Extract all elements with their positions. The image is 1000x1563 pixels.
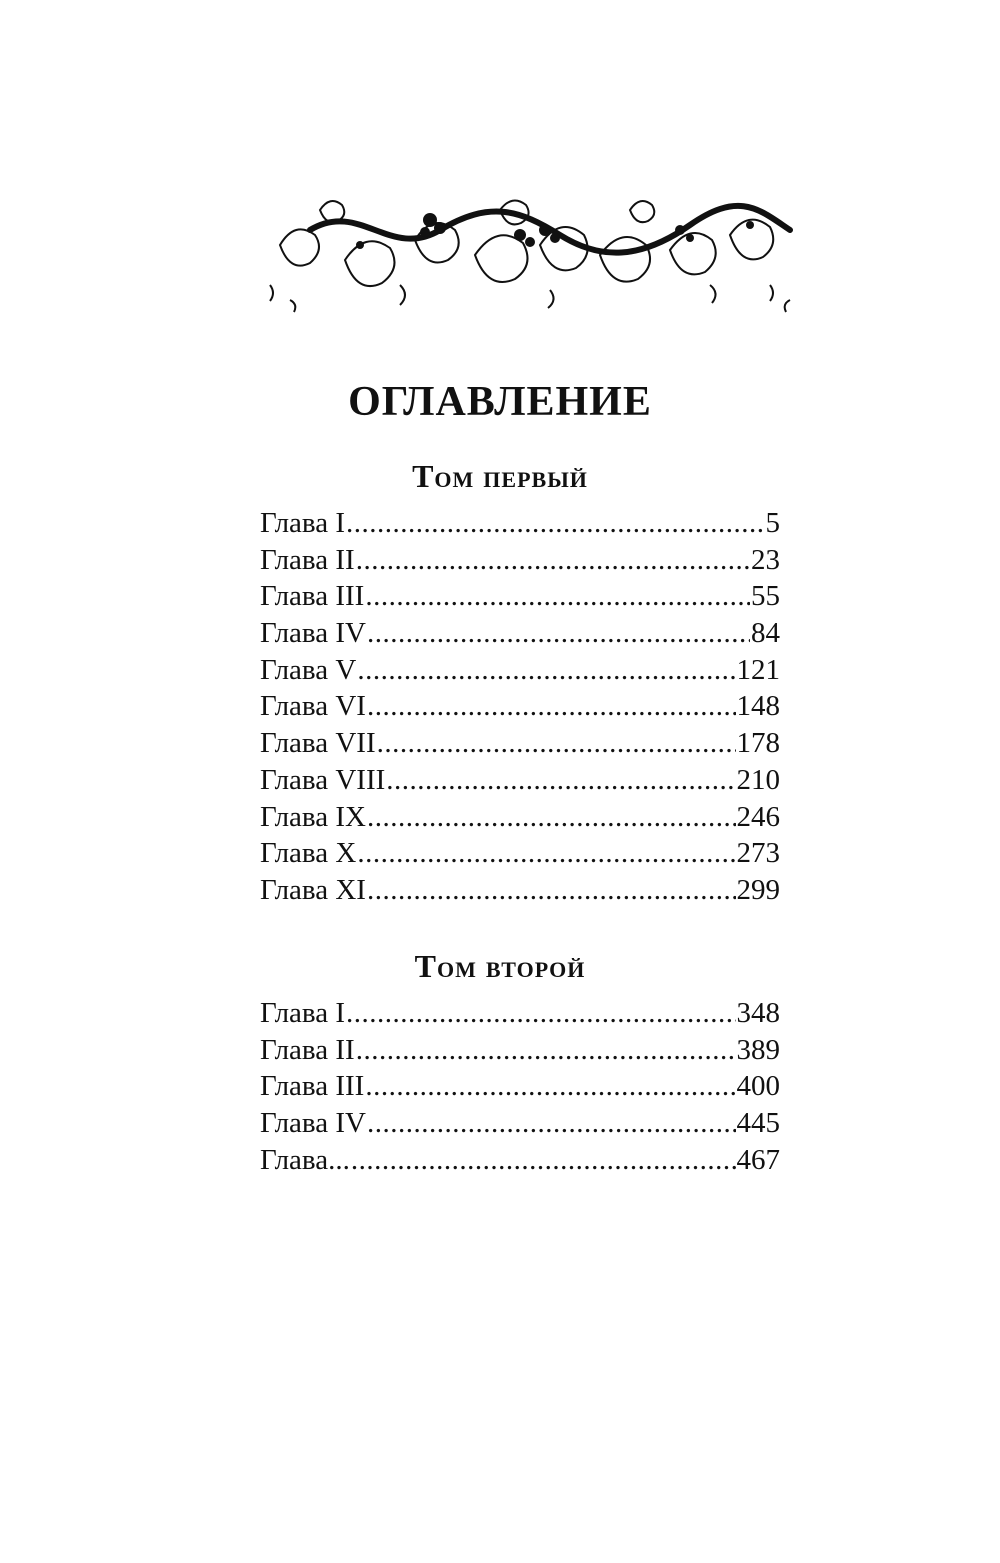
toc-entry xyxy=(260,1105,780,1142)
toc-entry-label: Глава VIII xyxy=(260,763,386,796)
toc-entry xyxy=(260,799,780,836)
toc-leader-dots xyxy=(386,762,735,799)
toc-entry xyxy=(260,578,780,615)
toc-entry xyxy=(260,1032,780,1069)
toc-leader-dots xyxy=(357,835,735,872)
toc-entry-label: Глава X xyxy=(260,837,357,870)
toc-leader-dots xyxy=(367,688,736,725)
toc-leader-dots xyxy=(356,1032,736,1069)
toc-entry xyxy=(260,615,780,652)
toc-entry-page: 467 xyxy=(736,1143,780,1176)
volume-title-1: Том первый xyxy=(412,458,588,494)
toc-entry-label: Глава III xyxy=(260,580,365,613)
toc-entry xyxy=(260,872,780,909)
toc-leader-dots xyxy=(367,1105,736,1142)
toc-leader-dots xyxy=(346,995,735,1032)
toc-entry-label: Глава I xyxy=(260,507,346,539)
toc-entry-page: 246 xyxy=(736,800,780,833)
toc-leader-dots xyxy=(357,652,735,689)
toc-leader-dots xyxy=(351,1142,736,1179)
toc-entry-label: Глава VII xyxy=(260,727,376,760)
toc-entry-page: 299 xyxy=(736,873,780,906)
toc-leader-dots xyxy=(367,872,736,909)
grapevine-ornament-icon xyxy=(250,190,810,330)
toc-entry xyxy=(260,1068,780,1105)
toc-entry xyxy=(260,688,780,725)
toc-entry-label: Глава I xyxy=(260,997,346,1029)
toc-entry-label: Глава XI xyxy=(260,873,366,906)
toc-entry xyxy=(260,542,780,579)
toc-entry-label: Глава V xyxy=(260,653,357,686)
toc-entry-label: Глава II xyxy=(260,543,355,576)
toc-entry-label: Глава IV xyxy=(260,1107,366,1140)
toc-entry-label: Глава... xyxy=(260,1143,350,1176)
volume-title-2: Том второй xyxy=(414,948,586,984)
toc-entry xyxy=(260,1142,780,1179)
toc-entry-page: 400 xyxy=(736,1070,780,1103)
toc-entry-page: 210 xyxy=(736,763,780,796)
toc-entry xyxy=(260,835,780,872)
toc-entry-page: 84 xyxy=(751,617,780,650)
toc-entry-label: Глава IV xyxy=(260,617,366,650)
toc-leader-dots xyxy=(365,1068,735,1105)
toc-entry-page: 55 xyxy=(751,580,780,613)
toc-entry-page: 178 xyxy=(736,727,780,760)
toc-entry-page: 148 xyxy=(736,690,780,723)
toc-entry-label: Глава VI xyxy=(260,690,366,723)
toc-entry xyxy=(260,652,780,689)
toc-entry xyxy=(260,762,780,799)
toc-entry-page: 348 xyxy=(736,997,780,1029)
toc-entry xyxy=(260,725,780,762)
toc-entry xyxy=(260,505,780,542)
toc-leader-dots xyxy=(346,505,764,542)
toc-entry-page: 5 xyxy=(765,507,780,539)
toc-entry xyxy=(260,995,780,1032)
toc-leader-dots xyxy=(377,725,736,762)
toc-leader-dots xyxy=(367,799,736,836)
page-title: ОГЛАВЛЕНИЕ xyxy=(348,379,652,425)
toc-entry-label: Глава III xyxy=(260,1070,365,1103)
toc-entry-label: Глава II xyxy=(260,1033,355,1066)
toc-leader-dots xyxy=(356,542,750,579)
toc-entry-page: 389 xyxy=(736,1033,780,1066)
toc-entry-page: 273 xyxy=(736,837,780,870)
toc-list-volume-2 xyxy=(260,995,780,1178)
toc-entry-page: 445 xyxy=(736,1107,780,1140)
toc-entry-page: 23 xyxy=(751,543,780,576)
toc-list-volume-1 xyxy=(260,505,780,909)
toc-leader-dots xyxy=(367,615,750,652)
toc-entry-label: Глава IX xyxy=(260,800,366,833)
toc-leader-dots xyxy=(365,578,750,615)
toc-entry-page: 121 xyxy=(736,653,780,686)
